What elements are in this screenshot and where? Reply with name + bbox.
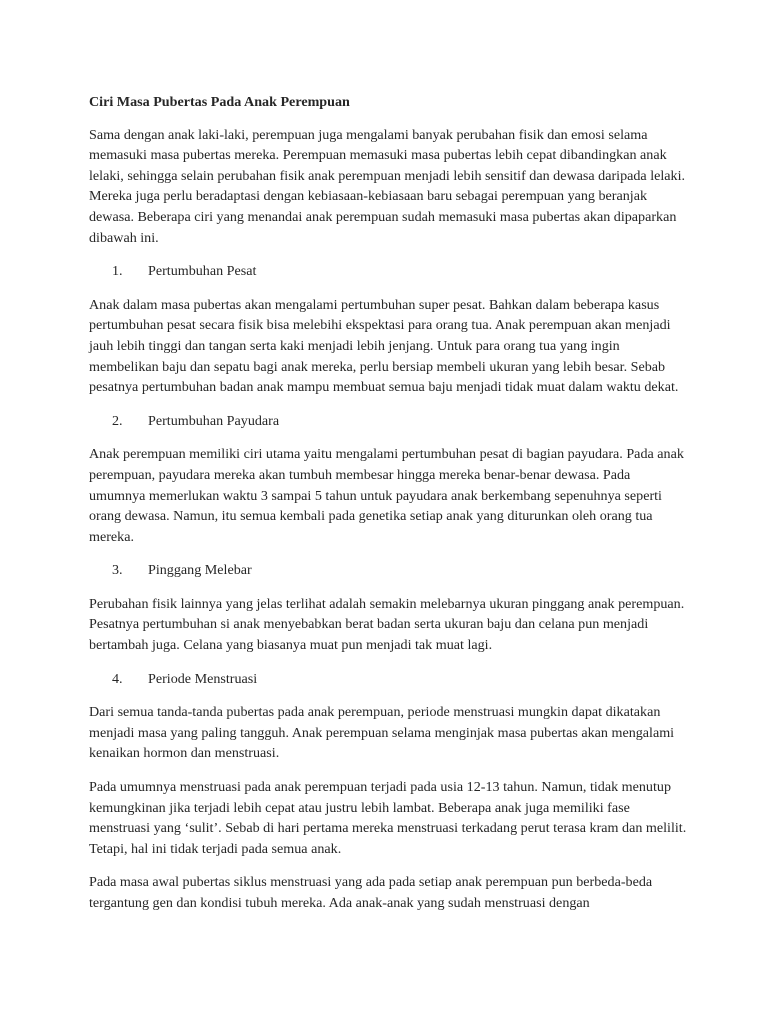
list-number: 2. [112, 412, 123, 429]
document-page [89, 92, 689, 927]
list-number: 3. [112, 562, 123, 579]
list-item-1 [89, 261, 689, 282]
list-item-3 [89, 560, 689, 581]
section-paragraph: Pada umumnya menstruasi pada anak perempuan terjadi pada usia 12-13 tahun. Namun, tidak menutup kemungkinan jika terjadi lebih cepat atau justru lebih lambat. Beberapa anak juga memiliki fase menstruasi yang ‘sulit’. Sebab di hari pertama mereka menstruasi terkadang perut terasa kram dan melilit. Tetapi, hal ini tidak terjadi pada semua anak. [89, 779, 687, 857]
section-paragraph: Perubahan fisik lainnya yang jelas terlihat adalah semakin melebarnya ukuran pinggang anak perempuan. Pesatnya pertumbuhan si anak menyebabkan berat badan serta ukuran baju dan celana pun menjadi bertambah juga. Celana yang biasanya muat pun menjadi tak muat lagi. [89, 595, 685, 654]
list-item-4 [89, 669, 689, 690]
section-paragraph: Pada masa awal pubertas siklus menstruasi yang ada pada setiap anak perempuan pun berbeda-beda tergantung gen dan kondisi tubuh mereka. Ada anak-anak yang sudah menstruasi dengan [89, 874, 653, 911]
document-title: Ciri Masa Pubertas Pada Anak Perempuan [89, 94, 350, 110]
list-item-2 [89, 411, 689, 432]
section-heading: Pertumbuhan Pesat [148, 263, 257, 280]
section-paragraph: Anak dalam masa pubertas akan mengalami pertumbuhan super pesat. Bahkan dalam beberapa kasus pertumbuhan pesat secara fisik bisa melebihi ekspektasi para orang tua. Anak perempuan akan menjadi jauh lebih tinggi dan tangan serta kaki menjadi lebih jenjang. Untuk para orang tua yang ingin membelikan baju dan sepatu bagi anak mereka, perlu bersiap membeli ukuran yang lebih besar. Sebab pesatnya pertumbuhan badan anak mampu membuat semua baju menjadi tidak muat dalam waktu dekat. [89, 296, 679, 396]
intro-paragraph: Sama dengan anak laki-laki, perempuan juga mengalami banyak perubahan fisik dan emosi selama memasuki masa pubertas mereka. Perempuan memasuki masa pubertas lebih cepat dibandingkan anak lelaki, sehingga selain perubahan fisik anak perempuan menjadi lebih sensitif dan dewasa daripada lelaki. Mereka juga perlu beradaptasi dengan kebiasaan-kebiasaan baru sebagai perempuan yang beranjak dewasa. Beberapa ciri yang menandai anak perempuan sudah memasuki masa pubertas akan dipaparkan dibawah ini. [89, 126, 686, 246]
section-heading: Pertumbuhan Payudara [148, 412, 280, 429]
section-heading: Periode Menstruasi [148, 670, 258, 687]
list-number: 1. [112, 263, 123, 280]
list-number: 4. [112, 670, 123, 687]
section-paragraph: Anak perempuan memiliki ciri utama yaitu mengalami pertumbuhan pesat di bagian payudara. Pada anak perempuan, payudara mereka akan tumbuh membesar hingga mereka benar-benar dewasa. Pada umumnya memerlukan waktu 3 sampai 5 tahun untuk payudara anak berkembang sepenuhnya seperti orang dewasa. Namun, itu semua kembali pada genetika setiap anak yang diturunkan oleh orang tua mereka. [89, 446, 684, 545]
section-heading: Pinggang Melebar [148, 562, 252, 579]
section-paragraph: Dari semua tanda-tanda pubertas pada anak perempuan, periode menstruasi mungkin dapat dikatakan menjadi masa yang paling tangguh. Anak perempuan selama menginjak masa pubertas akan mengalami kenaikan hormon dan menstruasi. [89, 704, 675, 762]
